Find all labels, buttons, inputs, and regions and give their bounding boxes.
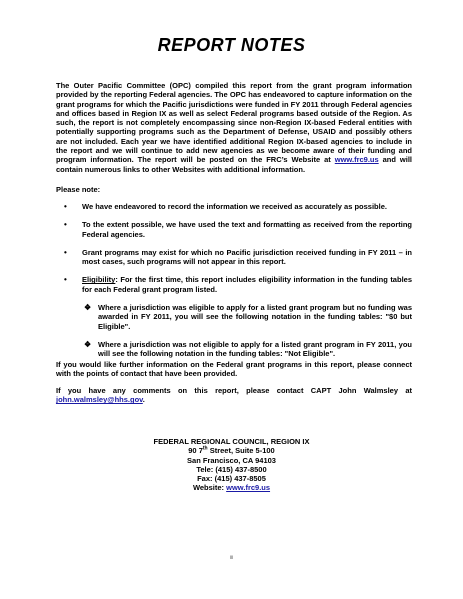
comments-paragraph [56,386,412,405]
list-item [56,275,412,294]
please-note-label: Please note: [56,185,101,194]
telephone: Tele: (415) 437-8500 [196,464,267,474]
bullet-text: To the extent possible, we have used the text and formatting as received from the reporting Federal agencies. [82,220,412,239]
fax: Fax: (415) 437-8505 [197,474,266,484]
bullet-icon: • [64,202,67,211]
list-item [56,220,412,239]
bullet-text: We have endeavored to record the information we received as accurately as possible. [82,202,387,211]
sub-bullet-text: Where a jurisdiction was not eligible to apply for a listed grant program in FY 2011, you will see the following notation in the funding tables: "Not Eligible". [98,339,412,359]
website-line [0,483,463,492]
bullet-icon: • [64,247,67,257]
page-number: iii [229,555,234,561]
street-suffix: th [202,445,208,452]
email-link[interactable]: john.walmsley@hhs.gov [56,395,143,405]
diamond-bullet-icon: ❖ [84,303,92,313]
bullet-icon: • [64,275,67,285]
comments-end: . [142,395,145,405]
bullet-icon: • [64,220,67,230]
eligibility-label: Eligibility [82,275,116,285]
sub-bullet-text: Where a jurisdiction was eligible to apply for a listed grant program but no funding was awarded in FY 2011, you will see the following notation in the funding tables: "$0 but Eligible". [98,303,412,331]
list-item [56,202,412,211]
list-item [56,248,412,267]
sub-list-item [56,303,412,331]
further-info-paragraph: If you would like further information on the Federal grant programs in this report, please connect with the points of contact that have been provided. [56,360,412,379]
notes-list [56,202,412,368]
street-number: 90 7 [188,446,203,456]
bullet-text: Grant programs may exist for which no Pacific jurisdiction received funding in FY 2011 – in most cases, such programs will not appear in this report. [82,247,412,267]
footer-website-link[interactable]: www.frc9.us [226,483,271,493]
intro-text: The Outer Pacific Committee (OPC) compiled this report from the grant program information provided by the reporting Federal agencies. The OPC has endeavored to capture information on the grant programs for which the Pacific jurisdictions were funded in FY 2011 through Federal agencies and offices based in Region IX as well as select Federal programs based outside of the Region. As such, the report is not completely encompassing since non-Region IX-based Federal entities with potentially supporting programs such as the Department of Defense, USAID and possibly others are not included. Each year we have identified additional Region IX-based agencies to include in the report and we will continue to add new agencies as we become aware of their funding and program information. The report will be posted on the FRC’s Website at [56,81,412,165]
street-address [0,446,463,455]
page-title: REPORT NOTES [157,35,306,55]
sub-list-item [56,340,412,359]
frc-website-link[interactable]: www.frc9.us [334,155,379,165]
intro-paragraph [56,81,412,174]
diamond-bullet-icon: ❖ [84,339,92,349]
org-name: FEDERAL REGIONAL COUNCIL, REGION IX [153,437,310,446]
comments-text: If you have any comments on this report, please contact CAPT John Walmsley at [56,386,412,395]
website-label: Website: [192,483,227,493]
city-line: San Francisco, CA 94103 [187,455,276,465]
street-rest: Street, Suite 5-100 [207,446,275,456]
contact-footer [0,437,463,493]
bullet-text: : For the first time, this report includes eligibility information in the funding tables for each Federal grant program listed. [82,275,412,294]
intro-text-end: and will contain numerous links to other Websites with additional information. [56,155,413,174]
